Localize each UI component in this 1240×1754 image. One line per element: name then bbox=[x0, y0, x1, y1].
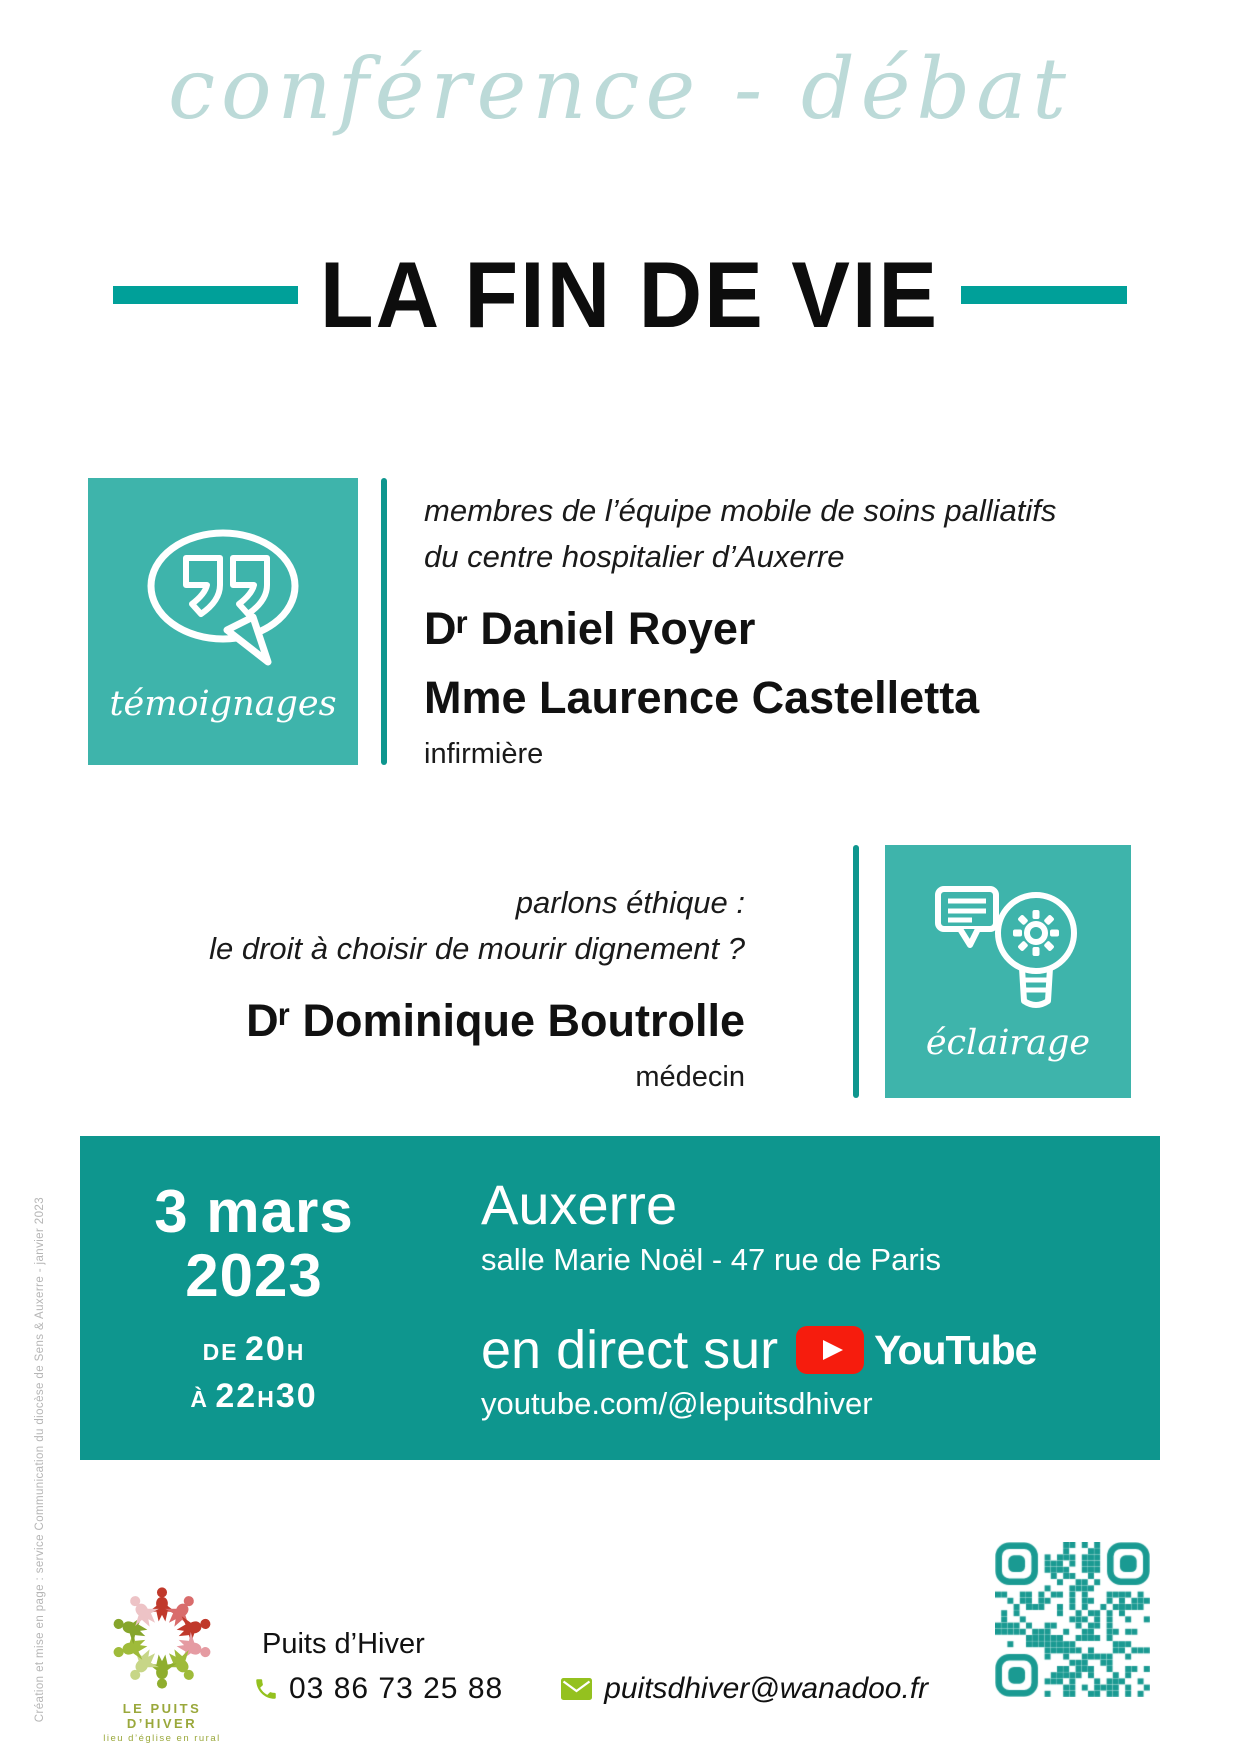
speaker-role: médecin bbox=[635, 1061, 745, 1093]
divider-block2 bbox=[853, 845, 859, 1098]
title-accent-bar-right bbox=[961, 286, 1127, 304]
email-envelope-icon bbox=[561, 1678, 592, 1700]
eclairage-card bbox=[885, 845, 1131, 1098]
youtube-play-icon bbox=[796, 1326, 864, 1374]
event-date bbox=[80, 1180, 428, 1416]
youtube-badge bbox=[796, 1326, 1036, 1374]
event-date-line1: 3 mars bbox=[154, 1178, 354, 1245]
youtube-wordmark: YouTube bbox=[874, 1326, 1037, 1373]
puits-dhiver-logo bbox=[86, 1582, 238, 1744]
intro-line-1: membres de l’équipe mobile de soins palliatifs bbox=[424, 493, 1057, 528]
email-address: puitsdhiver@wanadoo.fr bbox=[604, 1672, 929, 1705]
title-accent-bar-left bbox=[113, 286, 298, 304]
phone-icon bbox=[253, 1676, 279, 1702]
phone-number: 03 86 73 25 88 bbox=[289, 1672, 504, 1705]
speaker-name-2: Mme Laurence Castelletta bbox=[424, 672, 980, 723]
speaker-role-2: infirmière bbox=[424, 738, 544, 770]
title-row bbox=[0, 240, 1240, 350]
divider-block1 bbox=[381, 478, 387, 765]
logo-figures-ring-icon bbox=[94, 1582, 230, 1694]
kicker: conférence - débat bbox=[167, 40, 1073, 138]
live-row bbox=[481, 1322, 1036, 1378]
event-venue: salle Marie Noël - 47 rue de Paris bbox=[481, 1242, 942, 1277]
idea-lightbulb-icon bbox=[928, 881, 1088, 1009]
event-time-from: DE 20H bbox=[202, 1330, 306, 1368]
speech-bubble-quotes-icon bbox=[137, 520, 309, 670]
event-location bbox=[481, 1174, 1036, 1424]
page-title: LA FIN DE VIE bbox=[319, 242, 940, 347]
event-time-to: À 22H30 bbox=[190, 1377, 318, 1415]
speaker-name: Dʳ Dominique Boutrolle bbox=[246, 995, 745, 1046]
youtube-url: youtube.com/@lepuitsdhiver bbox=[481, 1386, 873, 1421]
qr-code bbox=[995, 1542, 1150, 1697]
speaker-name-1: Dʳ Daniel Royer bbox=[424, 603, 756, 654]
logo-name: LE PUITS D’HIVER bbox=[122, 1701, 202, 1731]
logo-tagline: lieu d’église en rural bbox=[103, 1733, 221, 1744]
credits-vertical-text: Création et mise en page : service Communication du diocèse de Sens & Auxerre - janvier 2023 bbox=[34, 1196, 46, 1722]
event-date-line2: 2023 bbox=[185, 1242, 323, 1309]
eclairage-label: éclairage bbox=[925, 1022, 1091, 1063]
intro-line-2: le droit à choisir de mourir dignement ? bbox=[209, 931, 745, 966]
speakers-block-1 bbox=[424, 488, 1056, 772]
event-banner bbox=[80, 1136, 1160, 1460]
intro-line-2: du centre hospitalier d’Auxerre bbox=[424, 539, 845, 574]
contact-row bbox=[253, 1672, 928, 1706]
organization-name: Puits d’Hiver bbox=[262, 1628, 425, 1660]
temoignages-card bbox=[88, 478, 358, 765]
intro-line-1: parlons éthique : bbox=[515, 885, 745, 920]
live-label: en direct sur bbox=[481, 1320, 779, 1380]
event-city: Auxerre bbox=[481, 1173, 678, 1236]
speakers-block-2 bbox=[209, 880, 745, 1095]
temoignages-label: témoignages bbox=[109, 683, 337, 724]
